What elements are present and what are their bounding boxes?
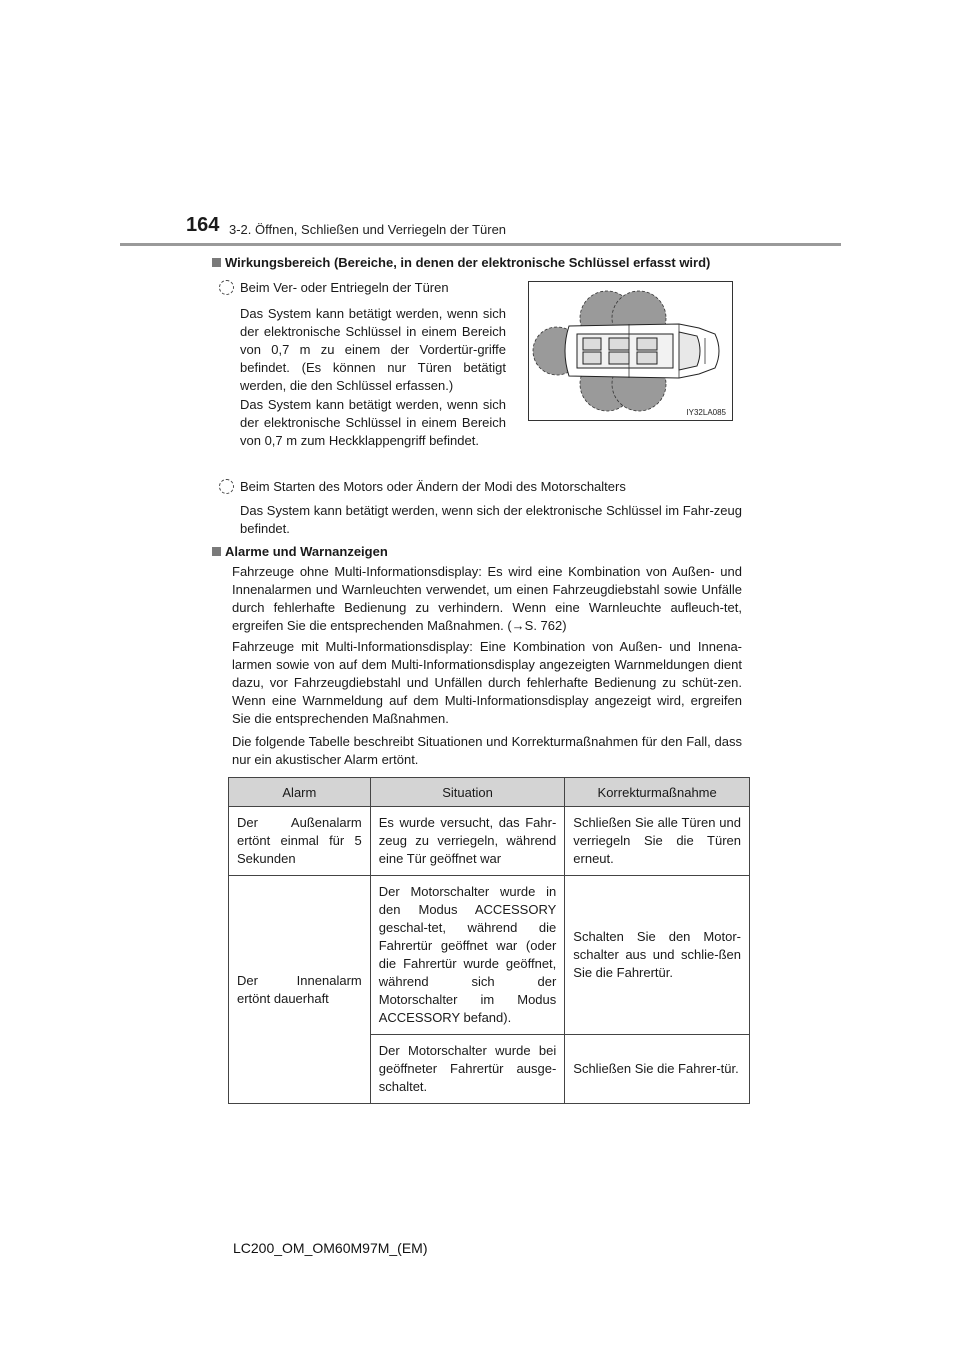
seat: [583, 352, 601, 364]
header-divider: [120, 243, 841, 246]
item2-paragraph-1: Das System kann betätigt werden, wenn sich der elektronische Schlüssel im Fahr-zeug befindet.: [240, 503, 742, 536]
table-row: [229, 876, 750, 1035]
windshield: [679, 332, 700, 370]
seat: [637, 338, 657, 350]
item1-paragraph-1: Das System kann betätigt werden, wenn sich der elektronische Schlüssel in einem Bereich von 0,7 m zu einem der Vordertür-griffe befindet. (Es können nur Türen betätigt werden, die den Schlüssel erfassen.): [240, 306, 506, 393]
figure-id: IY32LA085: [686, 408, 726, 417]
alarm-paragraph-3: Die folgende Tabelle beschreibt Situationen und Korrekturmaßnahmen für den Fall, dass nur ein akustischer Alarm ertönt.: [232, 734, 742, 767]
section-title-range: Wirkungsbereich (Bereiche, in denen der elektronische Schlüssel erfasst wird): [212, 255, 772, 270]
page-number: 164: [186, 214, 220, 236]
detection-range-figure: [528, 281, 733, 421]
seat: [609, 352, 629, 364]
cell-action: Schalten Sie den Motor-schalter aus und schlie-ßen Sie die Fahrertür.: [565, 876, 750, 1035]
cell-situation: Es wurde versucht, das Fahr-zeug zu verriegeln, während eine Tür geöffnet war: [370, 807, 565, 876]
table-row: [229, 807, 750, 876]
cell-situation: Der Motorschalter wurde bei geöffneter Fahrertür ausge-schaltet.: [370, 1035, 565, 1104]
cell-alarm: Der Innenalarm ertönt dauerhaft: [229, 876, 371, 1104]
square-bullet-icon: [212, 258, 221, 267]
seat: [637, 352, 657, 364]
chapter-title: 3-2. Öffnen, Schließen und Verriegeln der Türen: [229, 222, 507, 237]
alarm-paragraph-1: Fahrzeuge ohne Multi-Informationsdisplay: Es wird eine Kombination von Außen- und Innenalarmen und Warnleuchten verwendet, um einen Fahrzeugdiebstahl sowie Unfälle durch fehlerhafte Bedienung zu verhindern. Wenn eine Warnleuchte aufleuch-tet, ergreifen Sie die entsprechenden Maßnahmen. (→S. 762): [232, 564, 742, 633]
alarm-paragraph-2: Fahrzeuge mit Multi-Informationsdisplay: Eine Kombination von Außen- und Innena-larmen sowie von auf dem Multi-Informationsdisplay angezeigten Warnmeldungen dient dazu, vor Fahrzeugdiebstahl und Unfällen durch fehlerhafte Bedienung zu schüt-zen. Wenn eine Warnmeldung auf dem Multi-Informationsdisplay angezeigt wird, ergreifen Sie die entsprechenden Maßnahmen.: [232, 639, 742, 726]
seat: [583, 338, 601, 350]
dashed-circle-icon: [219, 280, 234, 295]
document-id: LC200_OM_OM60M97M_(EM): [233, 1240, 428, 1256]
item-label-lock: Beim Ver- oder Entriegeln der Türen: [240, 280, 449, 295]
cell-action: Schließen Sie die Fahrer-tür.: [565, 1035, 750, 1104]
alarm-table: [228, 777, 750, 1104]
dashed-circle-icon: [219, 479, 234, 494]
cell-situation: Der Motorschalter wurde in den Modus ACCESSORY geschal-tet, während die Fahrertür geöffnet war (oder die Fahrertür wurde geöffnet, während sich der Motorschalter im Modus ACCESSORY befand).: [370, 876, 565, 1035]
square-bullet-icon: [212, 547, 221, 556]
column-header-situation: Situation: [370, 778, 565, 807]
seat: [609, 338, 629, 350]
table-header-row: [229, 778, 750, 807]
item1-paragraph-2: Das System kann betätigt werden, wenn sich der elektronische Schlüssel in einem Bereich von 0,7 m zum Heckklappengriff befindet.: [240, 397, 506, 448]
column-header-action: Korrekturmaßnahme: [565, 778, 750, 807]
column-header-alarm: Alarm: [229, 778, 371, 807]
item-label-engine: Beim Starten des Motors oder Ändern der Modi des Motorschalters: [240, 479, 626, 494]
cell-action: Schließen Sie alle Türen und verriegeln Sie die Türen erneut.: [565, 807, 750, 876]
vehicle-range-diagram: [529, 282, 732, 420]
cell-alarm: Der Außenalarm ertönt einmal für 5 Sekunden: [229, 807, 371, 876]
section-title-alarm: Alarme und Warnanzeigen: [212, 544, 388, 559]
